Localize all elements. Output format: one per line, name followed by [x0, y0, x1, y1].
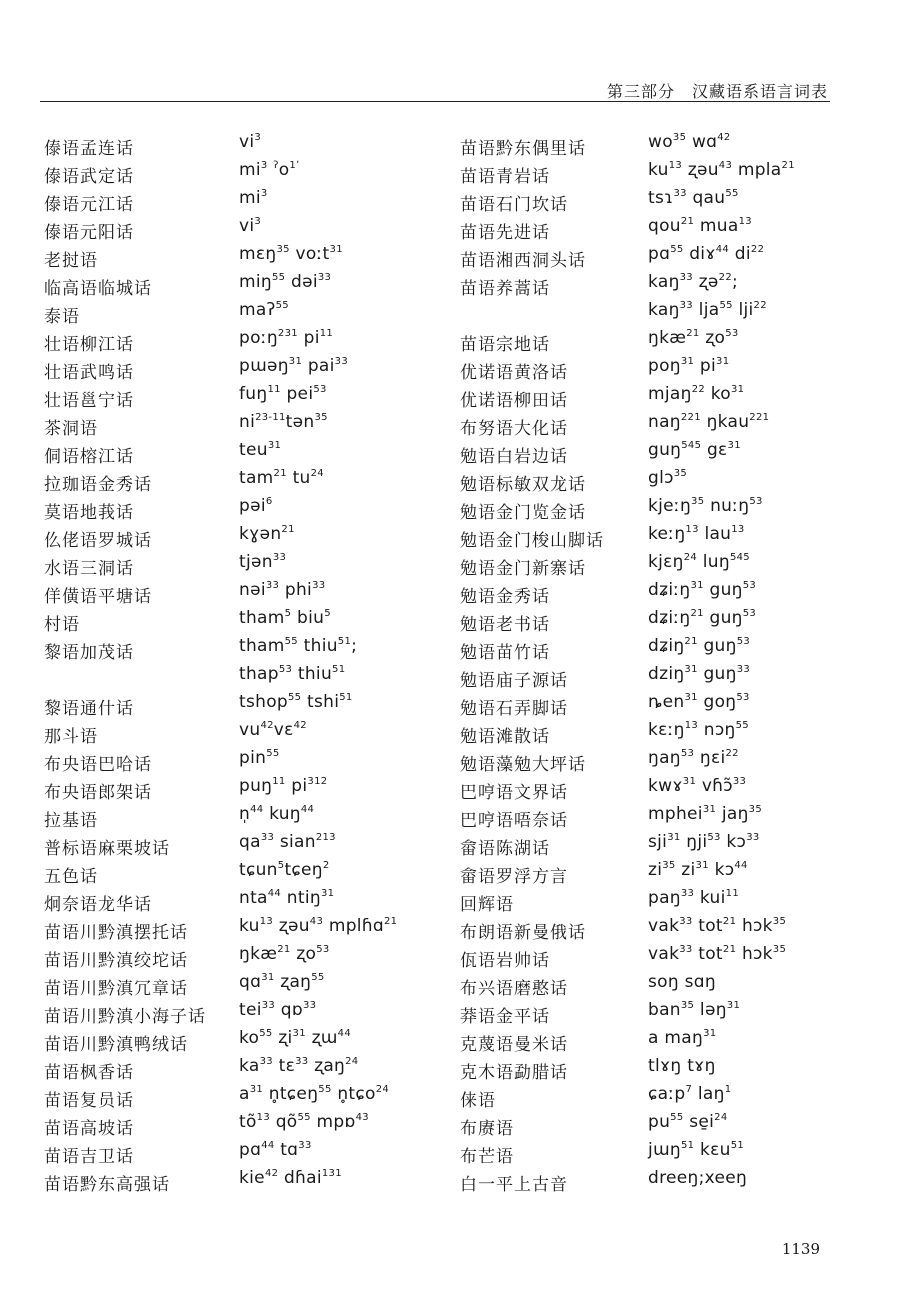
language-name: 布兴语磨憨话: [460, 979, 568, 999]
word-entry: [44, 860, 464, 888]
page-number: 1139: [781, 1240, 820, 1258]
language-name: 畲语罗浮方言: [460, 867, 568, 887]
language-name: 苗语复员话: [44, 1091, 134, 1111]
language-name: 苗语吉卫话: [44, 1147, 134, 1167]
word-entry: [460, 580, 880, 608]
word-entry: [44, 748, 464, 776]
word-form: nəi$^{33}$ phi$^{33}$: [239, 580, 326, 600]
word-form: tjən$^{33}$: [239, 552, 287, 572]
language-name: 侗语榕江话: [44, 447, 134, 467]
language-name: 莽语金平话: [460, 1007, 550, 1027]
word-form: maʔ$^{55}$: [239, 300, 289, 320]
word-entry: [44, 132, 464, 160]
language-name: 布央语巴哈话: [44, 755, 152, 775]
word-form: pin$^{55}$: [239, 748, 280, 768]
word-entry: [44, 580, 464, 608]
word-form: mjaŋ$^{22}$ $ko^{31}$: [648, 384, 745, 404]
word-entry: [44, 692, 464, 720]
language-name: 勉语滩散话: [460, 727, 550, 747]
word-form: kjɛŋ$^{24}$ luŋ$^{545}$: [648, 552, 750, 572]
language-name: 佯僙语平塘话: [44, 587, 152, 607]
word-form: kaŋ$^{33}$ ʐə$^{22}$;: [648, 272, 739, 292]
word-form: teu$^{31}$: [239, 440, 282, 460]
word-form: mɛŋ$^{35}$ voːt$^{31}$: [239, 244, 343, 264]
language-name: 村语: [44, 615, 80, 635]
word-form: $mi^3$: [239, 188, 268, 208]
word-entry: [44, 300, 464, 328]
language-name: 布朗语新曼俄话: [460, 923, 586, 943]
language-name: 普标语麻栗坡话: [44, 839, 170, 859]
language-name: 勉语苗竹话: [460, 643, 550, 663]
language-name: 勉语老书话: [460, 615, 550, 635]
word-form: mphei$^{31}$ jaŋ$^{35}$: [648, 804, 762, 824]
word-entry: [44, 944, 464, 972]
word-entry: [44, 328, 464, 356]
word-form: $vi^3$: [239, 216, 262, 236]
word-form: sji$^{31}$ ŋji$^{53}$ kɔ$^{33}$: [648, 832, 760, 852]
language-name: 布央语郎架话: [44, 783, 152, 803]
language-name: 水语三洞话: [44, 559, 134, 579]
language-name: 布芒语: [460, 1147, 514, 1167]
word-form: naŋ$^{221}$ ŋkau$^{221}$: [648, 412, 770, 432]
word-entry: [44, 160, 464, 188]
word-entry: [460, 412, 880, 440]
word-entry: [460, 608, 880, 636]
word-entry: [44, 1168, 464, 1196]
word-form: tsɿ$^{33}$ qau$^{55}$: [648, 188, 739, 208]
word-form: tlɤŋ tɤŋ: [648, 1056, 716, 1076]
language-name: 傣语元阳话: [44, 223, 134, 243]
word-entry: [460, 748, 880, 776]
word-form: soŋ sɑŋ: [648, 972, 716, 992]
word-entry: [460, 944, 880, 972]
language-name: 泰语: [44, 307, 80, 327]
word-entry: [460, 328, 880, 356]
word-entry: [44, 412, 464, 440]
word-form: paŋ$^{33}$ kui$^{11}$: [648, 888, 739, 908]
word-form: keːŋ$^{13}$ lau$^{13}$: [648, 524, 745, 544]
language-name: 布赓语: [460, 1119, 514, 1139]
language-name: 优诺语柳田话: [460, 391, 568, 411]
language-name: 畲语陈湖话: [460, 839, 550, 859]
word-entry: [460, 860, 880, 888]
word-form: $ku^{13}$ ʐəu$^{43}$ mpla$^{21}$: [648, 160, 795, 180]
language-name: 壮语柳江话: [44, 335, 134, 355]
word-entry: [44, 916, 464, 944]
word-entry: [460, 776, 880, 804]
language-name: 克蔑语曼米话: [460, 1035, 568, 1055]
word-form: thap$^{53}$ thiu$^{51}$: [239, 664, 346, 684]
word-entry: [44, 384, 464, 412]
word-form: jɯŋ$^{51}$ kɛu$^{51}$: [648, 1140, 745, 1160]
word-form: tɕun$^5$tɕeŋ$^2$: [239, 860, 330, 880]
language-name: 巴哼语唔奈话: [460, 811, 568, 831]
language-name: 傣语孟连话: [44, 139, 134, 159]
word-entry: [460, 832, 880, 860]
word-entry: [460, 1112, 880, 1140]
word-form: tham$^5$ biu$^5$: [239, 608, 331, 628]
word-form: kie$^{42}$ dɦai$^{131}$: [239, 1168, 342, 1188]
running-header: [40, 79, 830, 103]
language-name: 苗语青岩话: [460, 167, 550, 187]
word-entry: [460, 300, 880, 328]
header-rule: [40, 101, 830, 102]
language-name: 苗语川黔滇摆托话: [44, 923, 188, 943]
language-name: 巴哼语文界话: [460, 783, 568, 803]
language-name: 黎语通什话: [44, 699, 134, 719]
word-form: $wo^{35}$ wɑ$^{42}$: [648, 132, 731, 152]
word-form: kɣən$^{21}$: [239, 524, 295, 544]
word-form: tham$^{55}$ thiu$^{51}$;: [239, 636, 358, 656]
word-form: nta$^{44}$ ntiŋ$^{31}$: [239, 888, 335, 908]
word-entry: [460, 804, 880, 832]
language-name: 傣语元江话: [44, 195, 134, 215]
language-name: 苗语川黔滇小海子话: [44, 1007, 206, 1027]
word-entry: [460, 440, 880, 468]
word-form: $tõ^{13}$ $qõ^{55}$ mpɒ$^{43}$: [239, 1112, 369, 1132]
word-entry: [460, 692, 880, 720]
language-name: 仫佬语罗城话: [44, 531, 152, 551]
word-form: tam$^{21}$ $tu^{24}$: [239, 468, 324, 488]
word-entry: [44, 832, 464, 860]
language-name: 苗语川黔滇冗章话: [44, 979, 188, 999]
word-entry: [44, 524, 464, 552]
word-form: pɑ$^{44}$ tɑ$^{33}$: [239, 1140, 312, 1160]
word-entry: [44, 804, 464, 832]
language-name: 老挝语: [44, 251, 98, 271]
left-column: [44, 132, 464, 1196]
word-entry: [460, 524, 880, 552]
language-name: 勉语金秀话: [460, 587, 550, 607]
word-form: tei$^{33}$ qɒ$^{33}$: [239, 1000, 317, 1020]
word-form: $vu^{42}vɛ^{42}$: [239, 720, 307, 740]
word-form: $zi^{35}$ $zi^{31}$ kɔ$^{44}$: [648, 860, 748, 880]
word-form: fuŋ$^{11}$ pei$^{53}$: [239, 384, 327, 404]
language-name: 苗语高坡话: [44, 1119, 134, 1139]
language-name: 那斗语: [44, 727, 98, 747]
word-entry: [460, 244, 880, 272]
language-name: 勉语金门梭山脚话: [460, 531, 604, 551]
language-name: 临高语临城话: [44, 279, 152, 299]
language-name: 勉语金门新寨话: [460, 559, 586, 579]
word-entry: [460, 888, 880, 916]
language-name: 勉语标敏双龙话: [460, 475, 586, 495]
word-form: dʑiŋ$^{21}$ guŋ$^{53}$: [648, 636, 751, 656]
word-form: ban$^{35}$ ləŋ$^{31}$: [648, 1000, 741, 1020]
word-form: miŋ$^{55}$ dəi$^{33}$: [239, 272, 332, 292]
word-entry: [460, 1084, 880, 1112]
word-form: poŋ$^{31}$ $pi^{31}$: [648, 356, 730, 376]
right-column: [460, 132, 880, 1196]
language-name: 布努语大化话: [460, 419, 568, 439]
language-name: 俫语: [460, 1091, 496, 1111]
language-name: 傣语武定话: [44, 167, 134, 187]
word-entry: [460, 496, 880, 524]
word-form: puŋ$^{11}$ $pi^{312}$: [239, 776, 328, 796]
word-form: qou$^{21}$ mua$^{13}$: [648, 216, 752, 236]
language-name: 五色话: [44, 867, 98, 887]
word-form: dʑiːŋ$^{31}$ guŋ$^{53}$: [648, 580, 757, 600]
word-form: kaŋ$^{33}$ lja$^{55}$ lji$^{22}$: [648, 300, 767, 320]
word-form: a maŋ$^{31}$: [648, 1028, 717, 1048]
word-entry: [44, 244, 464, 272]
word-form: guŋ$^{545}$ gɛ$^{31}$: [648, 440, 741, 460]
language-name: 苗语枫香话: [44, 1063, 134, 1083]
word-form: dreeŋ;xeeŋ: [648, 1168, 748, 1188]
word-form: $ku^{13}$ ʐəu$^{43}$ mplɦɑ$^{21}$: [239, 916, 398, 936]
language-name: 勉语庙子源话: [460, 671, 568, 691]
language-name: 苗语川黔滇鸭绒话: [44, 1035, 188, 1055]
word-entry: [44, 1084, 464, 1112]
word-entry: [460, 384, 880, 412]
word-entry: [460, 188, 880, 216]
word-form: pɑ$^{55}$ diɤ$^{44}$ $di^{22}$: [648, 244, 765, 264]
word-form: ŋkæ$^{21}$ ʐo$^{53}$: [648, 328, 739, 348]
language-name: 勉语石弄脚话: [460, 699, 568, 719]
word-form: $ko^{55}$ ʐi$^{31}$ ʐɯ$^{44}$: [239, 1028, 351, 1048]
language-name: 苗语黔东偶里话: [460, 139, 586, 159]
word-form: poːŋ$^{231}$ $pi^{11}$: [239, 328, 334, 348]
language-name: 炯奈语龙华话: [44, 895, 152, 915]
word-entry: [460, 132, 880, 160]
word-form: $ni^{23-11}tən^{35}$: [239, 412, 328, 432]
word-entry: [460, 552, 880, 580]
word-entry: [44, 272, 464, 300]
word-form: $qa^{33}$ sian$^{213}$: [239, 832, 336, 852]
word-entry: [44, 1140, 464, 1168]
word-entry: [44, 1112, 464, 1140]
word-entry: [460, 916, 880, 944]
word-entry: [460, 720, 880, 748]
language-name: 壮语武鸣话: [44, 363, 134, 383]
word-entry: [460, 272, 880, 300]
word-form: tshop$^{55}$ tshi$^{51}$: [239, 692, 353, 712]
word-entry: [44, 468, 464, 496]
word-entry: [44, 776, 464, 804]
word-form: dʑiːŋ$^{21}$ guŋ$^{53}$: [648, 608, 757, 628]
language-name: 苗语养蒿话: [460, 279, 550, 299]
language-name: 勉语白岩边话: [460, 447, 568, 467]
language-name: 勉语藻勉大坪话: [460, 755, 586, 775]
language-name: 茶洞语: [44, 419, 98, 439]
language-name: 克木语勐腊话: [460, 1063, 568, 1083]
language-name: 苗语宗地话: [460, 335, 550, 355]
language-name: 苗语石门坎话: [460, 195, 568, 215]
word-entry: [44, 720, 464, 748]
word-form: ŋkæ$^{21}$ ʐo$^{53}$: [239, 944, 330, 964]
word-form: $vi^3$: [239, 132, 262, 152]
word-entry: [44, 356, 464, 384]
word-form: kwɤ$^{31}$ vɦɔ̃$^{33}$: [648, 776, 747, 796]
language-name: 佤语岩帅话: [460, 951, 550, 971]
word-form: $ka^{33}$ tɛ$^{33}$ ʐaŋ$^{24}$: [239, 1056, 359, 1076]
word-entry: [44, 608, 464, 636]
word-form: n̩$^{44}$ kuŋ$^{44}$: [239, 804, 315, 824]
word-form: kjeːŋ$^{35}$ nuːŋ$^{53}$: [648, 496, 763, 516]
word-entry: [44, 636, 464, 664]
word-entry: [44, 888, 464, 916]
word-entry: [460, 468, 880, 496]
word-entry: [460, 972, 880, 1000]
word-entry: [44, 972, 464, 1000]
word-form: vak$^{33}$ tot$^{21}$ hɔk$^{35}$: [648, 944, 787, 964]
word-entry: [460, 1056, 880, 1084]
running-header-title: 第三部分 汉藏语系语言词表: [606, 82, 828, 101]
word-entry: [44, 440, 464, 468]
word-form: glɔ$^{35}$: [648, 468, 688, 488]
word-entry: [460, 160, 880, 188]
language-name: 苗语先进话: [460, 223, 550, 243]
language-name: 拉珈语金秀话: [44, 475, 152, 495]
word-entry: [460, 1168, 880, 1196]
word-entry: [460, 1000, 880, 1028]
word-form: ȵen$^{31}$ goŋ$^{53}$: [648, 692, 750, 712]
word-entry: [44, 552, 464, 580]
word-form: qɑ$^{31}$ ʐaŋ$^{55}$: [239, 972, 325, 992]
word-form: dziŋ$^{31}$ guŋ$^{33}$: [648, 664, 751, 684]
language-name: 苗语湘西洞头话: [460, 251, 586, 271]
word-form: pɯəŋ$^{31}$ pai$^{33}$: [239, 356, 348, 376]
word-form: kɛːŋ$^{13}$ nɔŋ$^{55}$: [648, 720, 749, 740]
word-form: vak$^{33}$ tot$^{21}$ hɔk$^{35}$: [648, 916, 787, 936]
word-entry: [460, 664, 880, 692]
word-entry: [44, 1028, 464, 1056]
language-name: 莫语地莪话: [44, 503, 134, 523]
language-name: 壮语邕宁话: [44, 391, 134, 411]
language-name: 苗语黔东高强话: [44, 1175, 170, 1195]
language-name: 拉基语: [44, 811, 98, 831]
language-name: 白一平上古音: [460, 1175, 568, 1195]
language-name: 苗语川黔滇绞坨话: [44, 951, 188, 971]
word-entry: [460, 216, 880, 244]
word-entry: [44, 1000, 464, 1028]
word-entry: [460, 1140, 880, 1168]
language-name: 回辉语: [460, 895, 514, 915]
word-form: pəi$^6$: [239, 496, 273, 516]
language-name: 优诺语黄洛话: [460, 363, 568, 383]
word-form: ŋaŋ$^{53}$ ŋɛi$^{22}$: [648, 748, 739, 768]
word-entry: [44, 188, 464, 216]
word-form: ɕaːp$^7$ laŋ$^1$: [648, 1084, 732, 1104]
word-entry: [460, 1028, 880, 1056]
word-entry: [44, 496, 464, 524]
word-entry: [460, 356, 880, 384]
word-entry: [44, 216, 464, 244]
word-form: $a^{31}$ n̥tɕeŋ$^{55}$ n̥tɕo$^{24}$: [239, 1084, 390, 1104]
word-entry: [44, 664, 464, 692]
word-entry: [44, 1056, 464, 1084]
language-name: 黎语加茂话: [44, 643, 134, 663]
word-form: $pu^{55}$ $se̱i^{24}$: [648, 1112, 728, 1132]
word-form: $mi^3$ $^ʔo^{1ʼ}$: [239, 160, 300, 180]
language-name: 勉语金门览金话: [460, 503, 586, 523]
word-entry: [460, 636, 880, 664]
